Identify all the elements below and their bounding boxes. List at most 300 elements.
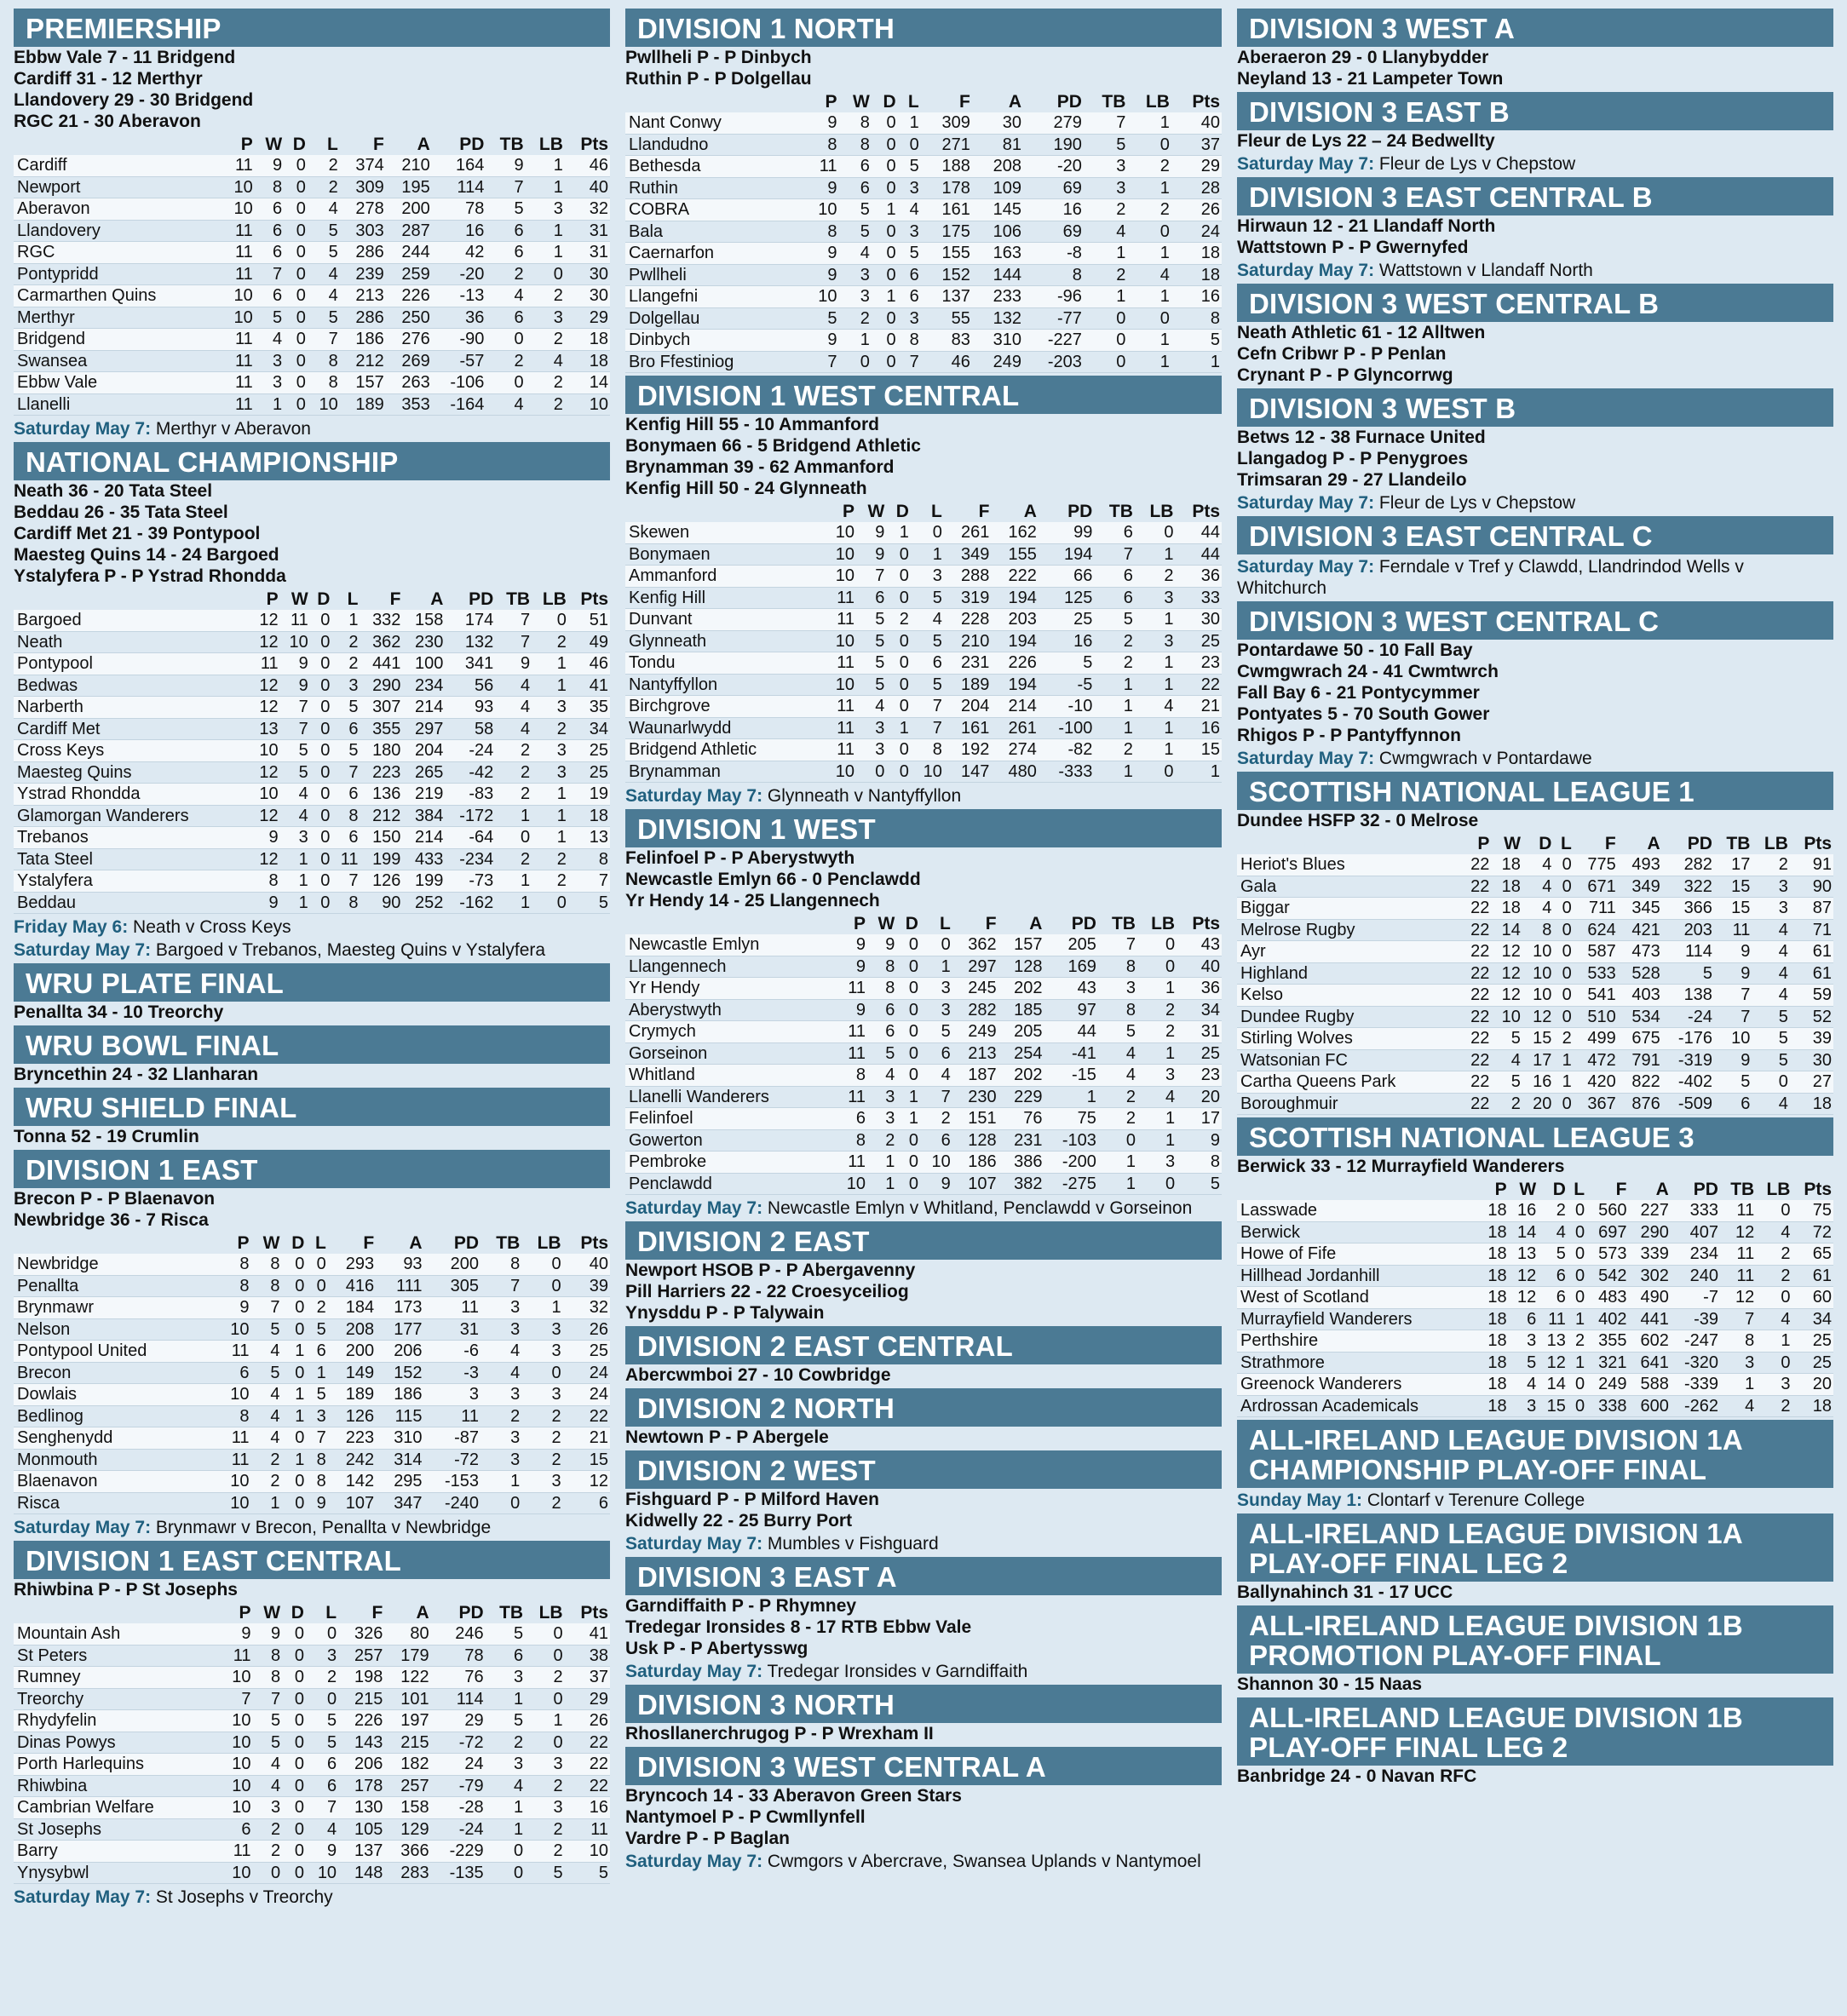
stat-cell: 65 xyxy=(1792,1243,1833,1266)
stat-cell: 2 xyxy=(251,1471,282,1493)
stat-cell: 4 xyxy=(1098,1065,1137,1087)
stat-cell: 2 xyxy=(331,631,360,653)
column-header: L xyxy=(939,914,951,933)
stat-cell: 142 xyxy=(328,1471,376,1493)
stat-cell: 80 xyxy=(384,1623,430,1645)
team-name: Tondu xyxy=(625,652,823,675)
standings-table xyxy=(1237,1180,1833,1417)
stat-cell: 11 xyxy=(835,1086,867,1108)
stat-cell: 1 xyxy=(1094,674,1135,696)
table-row xyxy=(625,674,1222,696)
stat-cell: 231 xyxy=(944,652,992,675)
match-result: Nantymoel P - P Cwmllynfell xyxy=(625,1807,866,1827)
stat-cell: 239 xyxy=(340,263,386,285)
stat-cell: 215 xyxy=(338,1688,384,1710)
stat-cell: 6 xyxy=(217,1362,251,1384)
stat-cell: 4 xyxy=(495,718,532,740)
match-result: Llandovery 29 - 30 Bridgend xyxy=(14,90,254,110)
column-header: A xyxy=(1029,914,1043,933)
match-result: Crynant P - P Glyncorrwg xyxy=(1237,365,1453,385)
match-result: Maesteg Quins 14 - 24 Bargoed xyxy=(14,545,279,565)
stat-cell: 0 xyxy=(486,329,525,351)
stat-cell: 1 xyxy=(872,286,898,308)
stat-cell: 0 xyxy=(310,740,332,762)
stat-cell: 25 xyxy=(568,761,610,784)
team-name: Llanelli xyxy=(14,393,222,416)
stat-cell: 7 xyxy=(255,263,284,285)
fixture-line xyxy=(625,1851,1222,1872)
stat-cell: 11 xyxy=(222,329,255,351)
stat-cell: 7 xyxy=(1714,985,1752,1007)
stat-cell: 10 xyxy=(280,631,310,653)
stat-cell: 15 xyxy=(1714,876,1752,898)
league-section xyxy=(14,1088,610,1147)
team-name: Bargoed xyxy=(14,610,250,631)
stat-cell: 10 xyxy=(306,1862,338,1884)
stat-cell: 0 xyxy=(310,610,332,631)
stat-cell: 0 xyxy=(284,372,308,394)
stat-cell: 279 xyxy=(1023,112,1084,134)
stat-cell: 3 xyxy=(838,264,871,286)
stat-cell: 4 xyxy=(1522,854,1554,876)
stat-cell: 0 xyxy=(886,630,910,652)
stat-cell: 3 xyxy=(1135,630,1176,652)
column-header: LB xyxy=(538,1603,563,1623)
fixture-line xyxy=(14,939,610,961)
stat-cell: 8 xyxy=(568,848,610,870)
stat-cell: 8 xyxy=(1720,1330,1756,1353)
stat-cell: 44 xyxy=(1175,522,1222,543)
stat-cell: 99 xyxy=(1039,522,1094,543)
stat-cell: 9 xyxy=(217,1297,251,1319)
stat-cell: 4 xyxy=(308,285,340,307)
team-name: Pwllheli xyxy=(625,264,803,286)
stat-cell: -96 xyxy=(1023,286,1084,308)
fixture-text: Cwmgwrach v Pontardawe xyxy=(1374,749,1592,768)
stat-cell: 14 xyxy=(565,372,610,394)
stat-cell: 37 xyxy=(565,1667,610,1689)
stat-cell: 4 xyxy=(1752,1093,1789,1115)
stat-cell: 31 xyxy=(565,242,610,264)
stat-cell: 314 xyxy=(376,1449,423,1471)
stat-cell: 34 xyxy=(1792,1308,1833,1330)
column-header: A xyxy=(409,1233,423,1253)
stat-cell: 114 xyxy=(432,176,486,198)
section-header xyxy=(1237,1513,1833,1582)
section-header xyxy=(1237,388,1833,427)
league-section xyxy=(1237,284,1833,386)
stat-cell: 10 xyxy=(222,198,255,221)
stat-cell: 483 xyxy=(1586,1287,1628,1309)
stat-cell: 4 xyxy=(486,1775,525,1797)
stat-cell: 11 xyxy=(835,978,867,1000)
stat-cell: 178 xyxy=(921,177,972,199)
stat-cell: 286 xyxy=(340,307,386,329)
table-row xyxy=(14,1841,610,1863)
stat-cell: 18 xyxy=(1790,1093,1833,1115)
stat-cell: 169 xyxy=(1044,956,1097,978)
stat-cell: 0 xyxy=(495,827,532,849)
stat-cell: 4 xyxy=(495,697,532,719)
stat-cell: 6 xyxy=(838,177,871,199)
league-section xyxy=(1237,1117,1833,1417)
stat-cell: 198 xyxy=(338,1667,384,1689)
table-row xyxy=(14,198,610,221)
standings-table xyxy=(14,1233,610,1514)
stat-cell: 9 xyxy=(255,155,284,176)
stat-cell: 11 xyxy=(222,372,255,394)
column-header: W xyxy=(291,589,308,609)
stat-cell: 0 xyxy=(284,285,308,307)
stat-cell: 0 xyxy=(896,1021,920,1043)
stat-cell: 1 xyxy=(1135,543,1176,566)
stat-cell: 0 xyxy=(310,892,332,914)
team-name: St Peters xyxy=(14,1645,220,1667)
table-row xyxy=(1237,1308,1833,1330)
table-row xyxy=(625,543,1222,566)
column-header: TB xyxy=(1726,834,1751,853)
table-row xyxy=(625,739,1222,761)
stat-cell: 231 xyxy=(998,1129,1044,1152)
stat-cell: 6 xyxy=(563,1492,610,1514)
stat-cell: 1 xyxy=(532,784,568,806)
table-row xyxy=(14,372,610,394)
stat-cell: 0 xyxy=(486,372,525,394)
stat-cell: 4 xyxy=(308,198,340,221)
stat-cell: 7 xyxy=(495,631,532,653)
stat-cell: 2 xyxy=(521,1492,562,1514)
stat-cell: 150 xyxy=(360,827,402,849)
team-name: Ruthin xyxy=(625,177,803,199)
stat-cell: 10 xyxy=(823,543,856,566)
column-header: L xyxy=(907,92,919,112)
stat-cell: 3 xyxy=(1509,1330,1539,1353)
team-name: Bedwas xyxy=(14,675,250,697)
stat-cell: 1 xyxy=(1135,652,1176,675)
stat-cell: 4 xyxy=(1098,1042,1137,1065)
stat-cell: 5 xyxy=(486,1710,525,1732)
stat-cell: 4 xyxy=(251,1405,282,1427)
column-header: L xyxy=(314,1233,326,1253)
stat-cell: 4 xyxy=(1752,962,1789,985)
stat-cell: -339 xyxy=(1671,1374,1720,1396)
stat-cell: 9 xyxy=(835,999,867,1021)
stat-cell: 5 xyxy=(486,198,525,221)
column-header: A xyxy=(417,135,430,154)
stat-cell: 1 xyxy=(867,1152,896,1174)
stat-cell: 0 xyxy=(886,652,910,675)
stat-cell: 5 xyxy=(331,697,360,719)
stat-cell: 1 xyxy=(495,870,532,893)
stat-cell: 42 xyxy=(432,242,486,264)
stat-cell: 386 xyxy=(998,1152,1044,1174)
stat-cell: 7 xyxy=(480,1275,521,1297)
fixture-text: Clontarf v Terenure College xyxy=(1362,1490,1585,1510)
stat-cell: 114 xyxy=(431,1688,486,1710)
stat-cell: 367 xyxy=(1574,1093,1618,1115)
stat-cell: 0 xyxy=(284,176,308,198)
team-name: Watsonian FC xyxy=(1237,1049,1460,1071)
fixture-text: Mumbles v Fishguard xyxy=(762,1534,939,1554)
column-header: TB xyxy=(1108,502,1133,521)
stat-cell: 22 xyxy=(565,1732,610,1754)
stat-cell: 23 xyxy=(1175,652,1222,675)
column-header: D xyxy=(1552,1180,1566,1199)
stat-cell: 510 xyxy=(1574,1006,1618,1028)
stat-cell: 8 xyxy=(331,805,360,827)
team-name: Brynmawr xyxy=(14,1297,217,1319)
stat-cell: 22 xyxy=(1460,1093,1492,1115)
stat-cell: 18 xyxy=(1479,1221,1509,1243)
stat-cell: 18 xyxy=(1792,1395,1833,1417)
stat-cell: 1 xyxy=(1553,1071,1573,1094)
standings-table xyxy=(1237,834,1833,1115)
stat-cell: 0 xyxy=(1568,1243,1586,1266)
stat-cell: 10 xyxy=(250,740,280,762)
match-result: Wattstown P - P Gwernyfed xyxy=(1237,238,1469,257)
stat-cell: 174 xyxy=(445,610,495,631)
stat-cell: 130 xyxy=(338,1797,384,1819)
stat-cell: 24 xyxy=(563,1384,610,1406)
match-result: Brynamman 39 - 62 Ammanford xyxy=(625,457,895,477)
team-name: Hillhead Jordanhill xyxy=(1237,1265,1479,1287)
team-name: Dolgellau xyxy=(625,307,803,330)
stat-cell: 10 xyxy=(1491,1006,1522,1028)
stat-cell: 1 xyxy=(281,1405,306,1427)
stat-cell: 233 xyxy=(972,286,1023,308)
stat-cell: 5 xyxy=(898,243,921,265)
stat-cell: 7 xyxy=(898,351,921,373)
column-header: TB xyxy=(499,135,524,154)
team-name: Newport xyxy=(14,176,222,198)
stat-cell: 4 xyxy=(251,1341,282,1363)
stat-cell: 1 xyxy=(526,176,565,198)
stat-cell: 2 xyxy=(1538,1200,1568,1221)
stat-cell: 528 xyxy=(1618,962,1662,985)
stat-cell: 6 xyxy=(255,198,284,221)
stat-cell: 2 xyxy=(1098,1086,1137,1108)
stat-cell: 2 xyxy=(526,329,565,351)
section-header xyxy=(625,1450,1222,1489)
stat-cell: 307 xyxy=(360,697,402,719)
table-row xyxy=(1237,1049,1833,1071)
stat-cell: 4 xyxy=(1127,264,1171,286)
stat-cell: 210 xyxy=(386,155,432,176)
section-title: ALL-IRELAND LEAGUE DIVISION 1A xyxy=(1249,1518,1743,1549)
stat-cell: 1 xyxy=(1137,1108,1177,1130)
team-name: Pontypridd xyxy=(14,263,222,285)
stat-cell: 10 xyxy=(220,1862,252,1884)
team-name: Ardrossan Academicals xyxy=(1237,1395,1479,1417)
match-result: Betws 12 - 38 Furnace United xyxy=(1237,428,1486,447)
stat-cell: 4 xyxy=(1756,1221,1792,1243)
stat-cell: 24 xyxy=(563,1362,610,1384)
stat-cell: 56 xyxy=(445,675,495,697)
stat-cell: 164 xyxy=(432,155,486,176)
stat-cell: 25 xyxy=(1792,1352,1833,1374)
stat-cell: 11 xyxy=(1538,1308,1568,1330)
stat-cell: 26 xyxy=(1171,199,1222,221)
stat-cell: -15 xyxy=(1044,1065,1097,1087)
stat-cell: 31 xyxy=(1177,1021,1222,1043)
stat-cell: 212 xyxy=(360,805,402,827)
stat-cell: 100 xyxy=(402,653,445,675)
stat-cell: 0 xyxy=(896,1042,920,1065)
stat-cell: 8 xyxy=(803,134,838,156)
team-name: Perthshire xyxy=(1237,1330,1479,1353)
team-name: Stirling Wolves xyxy=(1237,1028,1460,1050)
stat-cell: 5 xyxy=(1714,1071,1752,1094)
stat-cell: 2 xyxy=(331,653,360,675)
stat-cell: 18 xyxy=(1171,264,1222,286)
column-header: W xyxy=(263,1603,281,1623)
league-section xyxy=(14,963,610,1023)
stat-cell: 230 xyxy=(952,1086,998,1108)
stat-cell: 0 xyxy=(1135,761,1176,783)
stat-cell: 2 xyxy=(1756,1395,1792,1417)
stat-cell: 3 xyxy=(521,1318,562,1341)
team-name: Brynamman xyxy=(625,761,823,783)
match-result: Pontyates 5 - 70 South Gower xyxy=(1237,704,1490,724)
stat-cell: 0 xyxy=(1084,351,1128,373)
table-row xyxy=(14,827,610,849)
stat-cell: 0 xyxy=(1756,1287,1792,1309)
stat-cell: 194 xyxy=(991,587,1039,609)
team-name: Treorchy xyxy=(14,1688,220,1710)
column-header: P xyxy=(842,502,854,521)
stat-cell: 2 xyxy=(521,1427,562,1450)
section-title: PLAY-OFF FINAL LEG 2 xyxy=(1249,1732,1568,1763)
stat-cell: 11 xyxy=(222,220,255,242)
table-row xyxy=(14,1318,610,1341)
team-name: Dundee Rugby xyxy=(1237,1006,1460,1028)
stat-cell: 3 xyxy=(331,675,360,697)
stat-cell: 355 xyxy=(1586,1330,1628,1353)
stat-cell: 5 xyxy=(838,199,871,221)
fixture-text: Fleur de Lys v Chepstow xyxy=(1374,154,1576,174)
stat-cell: 4 xyxy=(1752,985,1789,1007)
stat-cell: -402 xyxy=(1662,1071,1714,1094)
stat-cell: 8 xyxy=(898,330,921,352)
stat-cell: 188 xyxy=(921,156,972,178)
team-name: Glamorgan Wanderers xyxy=(14,805,250,827)
stat-cell: 349 xyxy=(1618,876,1662,898)
column-header: P xyxy=(240,135,253,154)
stat-cell: 15 xyxy=(1714,898,1752,920)
stat-cell: 1 xyxy=(281,1341,306,1363)
stat-cell: 22 xyxy=(563,1405,610,1427)
stat-cell: 1 xyxy=(1094,761,1135,783)
stat-cell: 30 xyxy=(1175,609,1222,631)
stat-cell: -64 xyxy=(445,827,495,849)
stat-cell: 0 xyxy=(1084,307,1128,330)
stat-cell: 11 xyxy=(823,587,856,609)
stat-cell: 1 xyxy=(1127,330,1171,352)
table-row xyxy=(1237,941,1833,963)
stat-cell: 36 xyxy=(1175,566,1222,588)
stat-cell: 16 xyxy=(565,1797,610,1819)
stat-cell: 1 xyxy=(867,1173,896,1195)
stat-cell: 2 xyxy=(306,1667,338,1689)
stat-cell: 5 xyxy=(1098,1021,1137,1043)
column-header: F xyxy=(959,92,970,112)
team-name: Berwick xyxy=(1237,1221,1479,1243)
match-result: Rhosllanerchrugog P - P Wrexham II xyxy=(625,1724,934,1743)
column-header: LB xyxy=(1145,92,1170,112)
column-header: F xyxy=(985,914,997,933)
stat-cell: 8 xyxy=(252,1667,282,1689)
stat-cell: 5 xyxy=(525,1862,564,1884)
table-row xyxy=(14,1623,610,1645)
stat-cell: 9 xyxy=(1177,1129,1222,1152)
team-name: Melrose Rugby xyxy=(1237,919,1460,941)
match-result: Ebbw Vale 7 - 11 Bridgend xyxy=(14,48,236,67)
stat-cell: -90 xyxy=(432,329,486,351)
team-name: Dinas Powys xyxy=(14,1732,220,1754)
stat-cell: 72 xyxy=(1792,1221,1833,1243)
stat-cell: 11 xyxy=(331,848,360,870)
table-row xyxy=(14,610,610,631)
stat-cell: 200 xyxy=(386,198,432,221)
stat-cell: 5 xyxy=(280,740,310,762)
table-row xyxy=(625,330,1222,352)
stat-cell: 8 xyxy=(838,134,871,156)
team-name: Monmouth xyxy=(14,1449,217,1471)
stat-cell: 229 xyxy=(998,1086,1044,1108)
match-result: Ballynahinch 31 - 17 UCC xyxy=(1237,1582,1453,1602)
stat-cell: 5 xyxy=(1538,1243,1568,1266)
table-row xyxy=(14,1427,610,1450)
stat-cell: 1 xyxy=(1094,696,1135,718)
stat-cell: 114 xyxy=(1662,941,1714,963)
stat-cell: 5 xyxy=(1662,962,1714,985)
stat-cell: -7 xyxy=(1671,1287,1720,1309)
stat-cell: 3 xyxy=(920,978,952,1000)
stat-cell: 0 xyxy=(856,761,886,783)
column-header: Pts xyxy=(1804,834,1832,853)
table-row xyxy=(625,696,1222,718)
column-header: F xyxy=(363,1233,375,1253)
stat-cell: 10 xyxy=(220,1667,252,1689)
stat-cell: 0 xyxy=(284,307,308,329)
stat-cell: 152 xyxy=(376,1362,423,1384)
stat-cell: 0 xyxy=(872,112,898,134)
team-name: Trebanos xyxy=(14,827,250,849)
stat-cell: 3 xyxy=(480,1318,521,1341)
table-row xyxy=(14,675,610,697)
team-name: Yr Hendy xyxy=(625,978,835,1000)
table-row xyxy=(625,956,1222,978)
stat-cell: 12 xyxy=(1720,1221,1756,1243)
section-header xyxy=(625,1388,1222,1427)
column-header: L xyxy=(1560,834,1572,853)
stat-cell: 0 xyxy=(310,761,332,784)
stat-cell: 5 xyxy=(308,242,340,264)
stat-cell: 1 xyxy=(1756,1330,1792,1353)
stat-cell: 5 xyxy=(1171,330,1222,352)
stat-cell: 338 xyxy=(1586,1395,1628,1417)
stat-cell: 10 xyxy=(220,1710,252,1732)
stat-cell: 0 xyxy=(886,587,910,609)
stat-cell: 5 xyxy=(1752,1028,1789,1050)
stat-cell: 0 xyxy=(310,827,332,849)
stat-cell: 3 xyxy=(532,761,568,784)
stat-cell: 32 xyxy=(565,198,610,221)
team-column-header xyxy=(625,92,803,112)
stat-cell: 144 xyxy=(972,264,1023,286)
match-result: Kenfig Hill 55 - 10 Ammanford xyxy=(625,415,879,434)
stat-cell: 6 xyxy=(255,285,284,307)
